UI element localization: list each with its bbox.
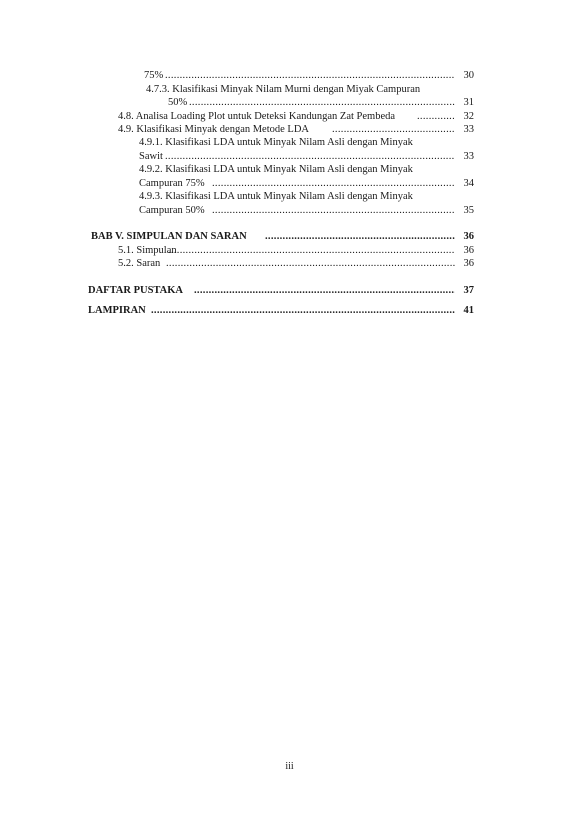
toc-entry-title: 4.7.3. Klasifikasi Minyak Nilam Murni dengan Miyak Campuran xyxy=(146,84,421,95)
toc-entry-title: 4.9. Klasifikasi Minyak dengan Metode LDA xyxy=(118,124,310,135)
toc-entry-title: 75% xyxy=(144,70,164,81)
toc-page-number: 37 xyxy=(463,285,474,296)
toc-leader xyxy=(165,151,455,163)
toc-page-number: 33 xyxy=(463,124,474,135)
toc-entry-title: 4.9.1. Klasifikasi LDA untuk Minyak Nilam Asli dengan Minyak xyxy=(139,137,413,148)
toc-leader xyxy=(212,178,455,190)
toc-leader xyxy=(165,70,455,82)
toc-leader xyxy=(166,258,455,270)
toc-entry-continuation: 50% xyxy=(168,97,188,108)
toc-leader xyxy=(168,245,455,257)
toc-entry-continuation: Campuran 50% xyxy=(139,205,205,216)
toc-page-number: 33 xyxy=(463,151,474,162)
toc-entry-continuation: Campuran 75% xyxy=(139,178,205,189)
toc-page-number: 32 xyxy=(463,111,474,122)
toc-page-number: 36 xyxy=(463,231,474,242)
toc-leader xyxy=(417,111,454,123)
toc-leader xyxy=(194,285,455,297)
toc-entry-title: 4.9.2. Klasifikasi LDA untuk Minyak Nilam Asli dengan Minyak xyxy=(139,164,413,175)
toc-leader xyxy=(151,305,455,317)
toc-leader xyxy=(265,231,455,243)
toc-page-number: 35 xyxy=(463,205,474,216)
toc-page-number: 41 xyxy=(463,305,474,316)
toc-leader xyxy=(332,124,454,136)
toc-chapter-title: DAFTAR PUSTAKA xyxy=(88,285,183,296)
toc-chapter-title: LAMPIRAN xyxy=(88,305,146,316)
toc-entry-title: 4.8. Analisa Loading Plot untuk Deteksi Kandungan Zat Pembeda xyxy=(118,111,396,122)
toc-chapter-title: BAB V. SIMPULAN DAN SARAN xyxy=(91,231,247,242)
toc-leader xyxy=(189,97,455,109)
toc-entry-continuation: Sawit xyxy=(139,151,163,162)
toc-page-number: 31 xyxy=(463,97,474,108)
toc-leader xyxy=(212,205,455,217)
toc-page-number: 36 xyxy=(463,258,474,269)
toc-page-number: 30 xyxy=(463,70,474,81)
toc-page-number: 34 xyxy=(463,178,474,189)
toc-entry-title: 5.2. Saran xyxy=(118,258,161,269)
toc-page-number: 36 xyxy=(463,245,474,256)
toc-entry-title: 5.1. Simpulan xyxy=(118,245,177,256)
toc-entry-title: 4.9.3. Klasifikasi LDA untuk Minyak Nilam Asli dengan Minyak xyxy=(139,191,413,202)
page-footer-number: iii xyxy=(285,761,294,772)
